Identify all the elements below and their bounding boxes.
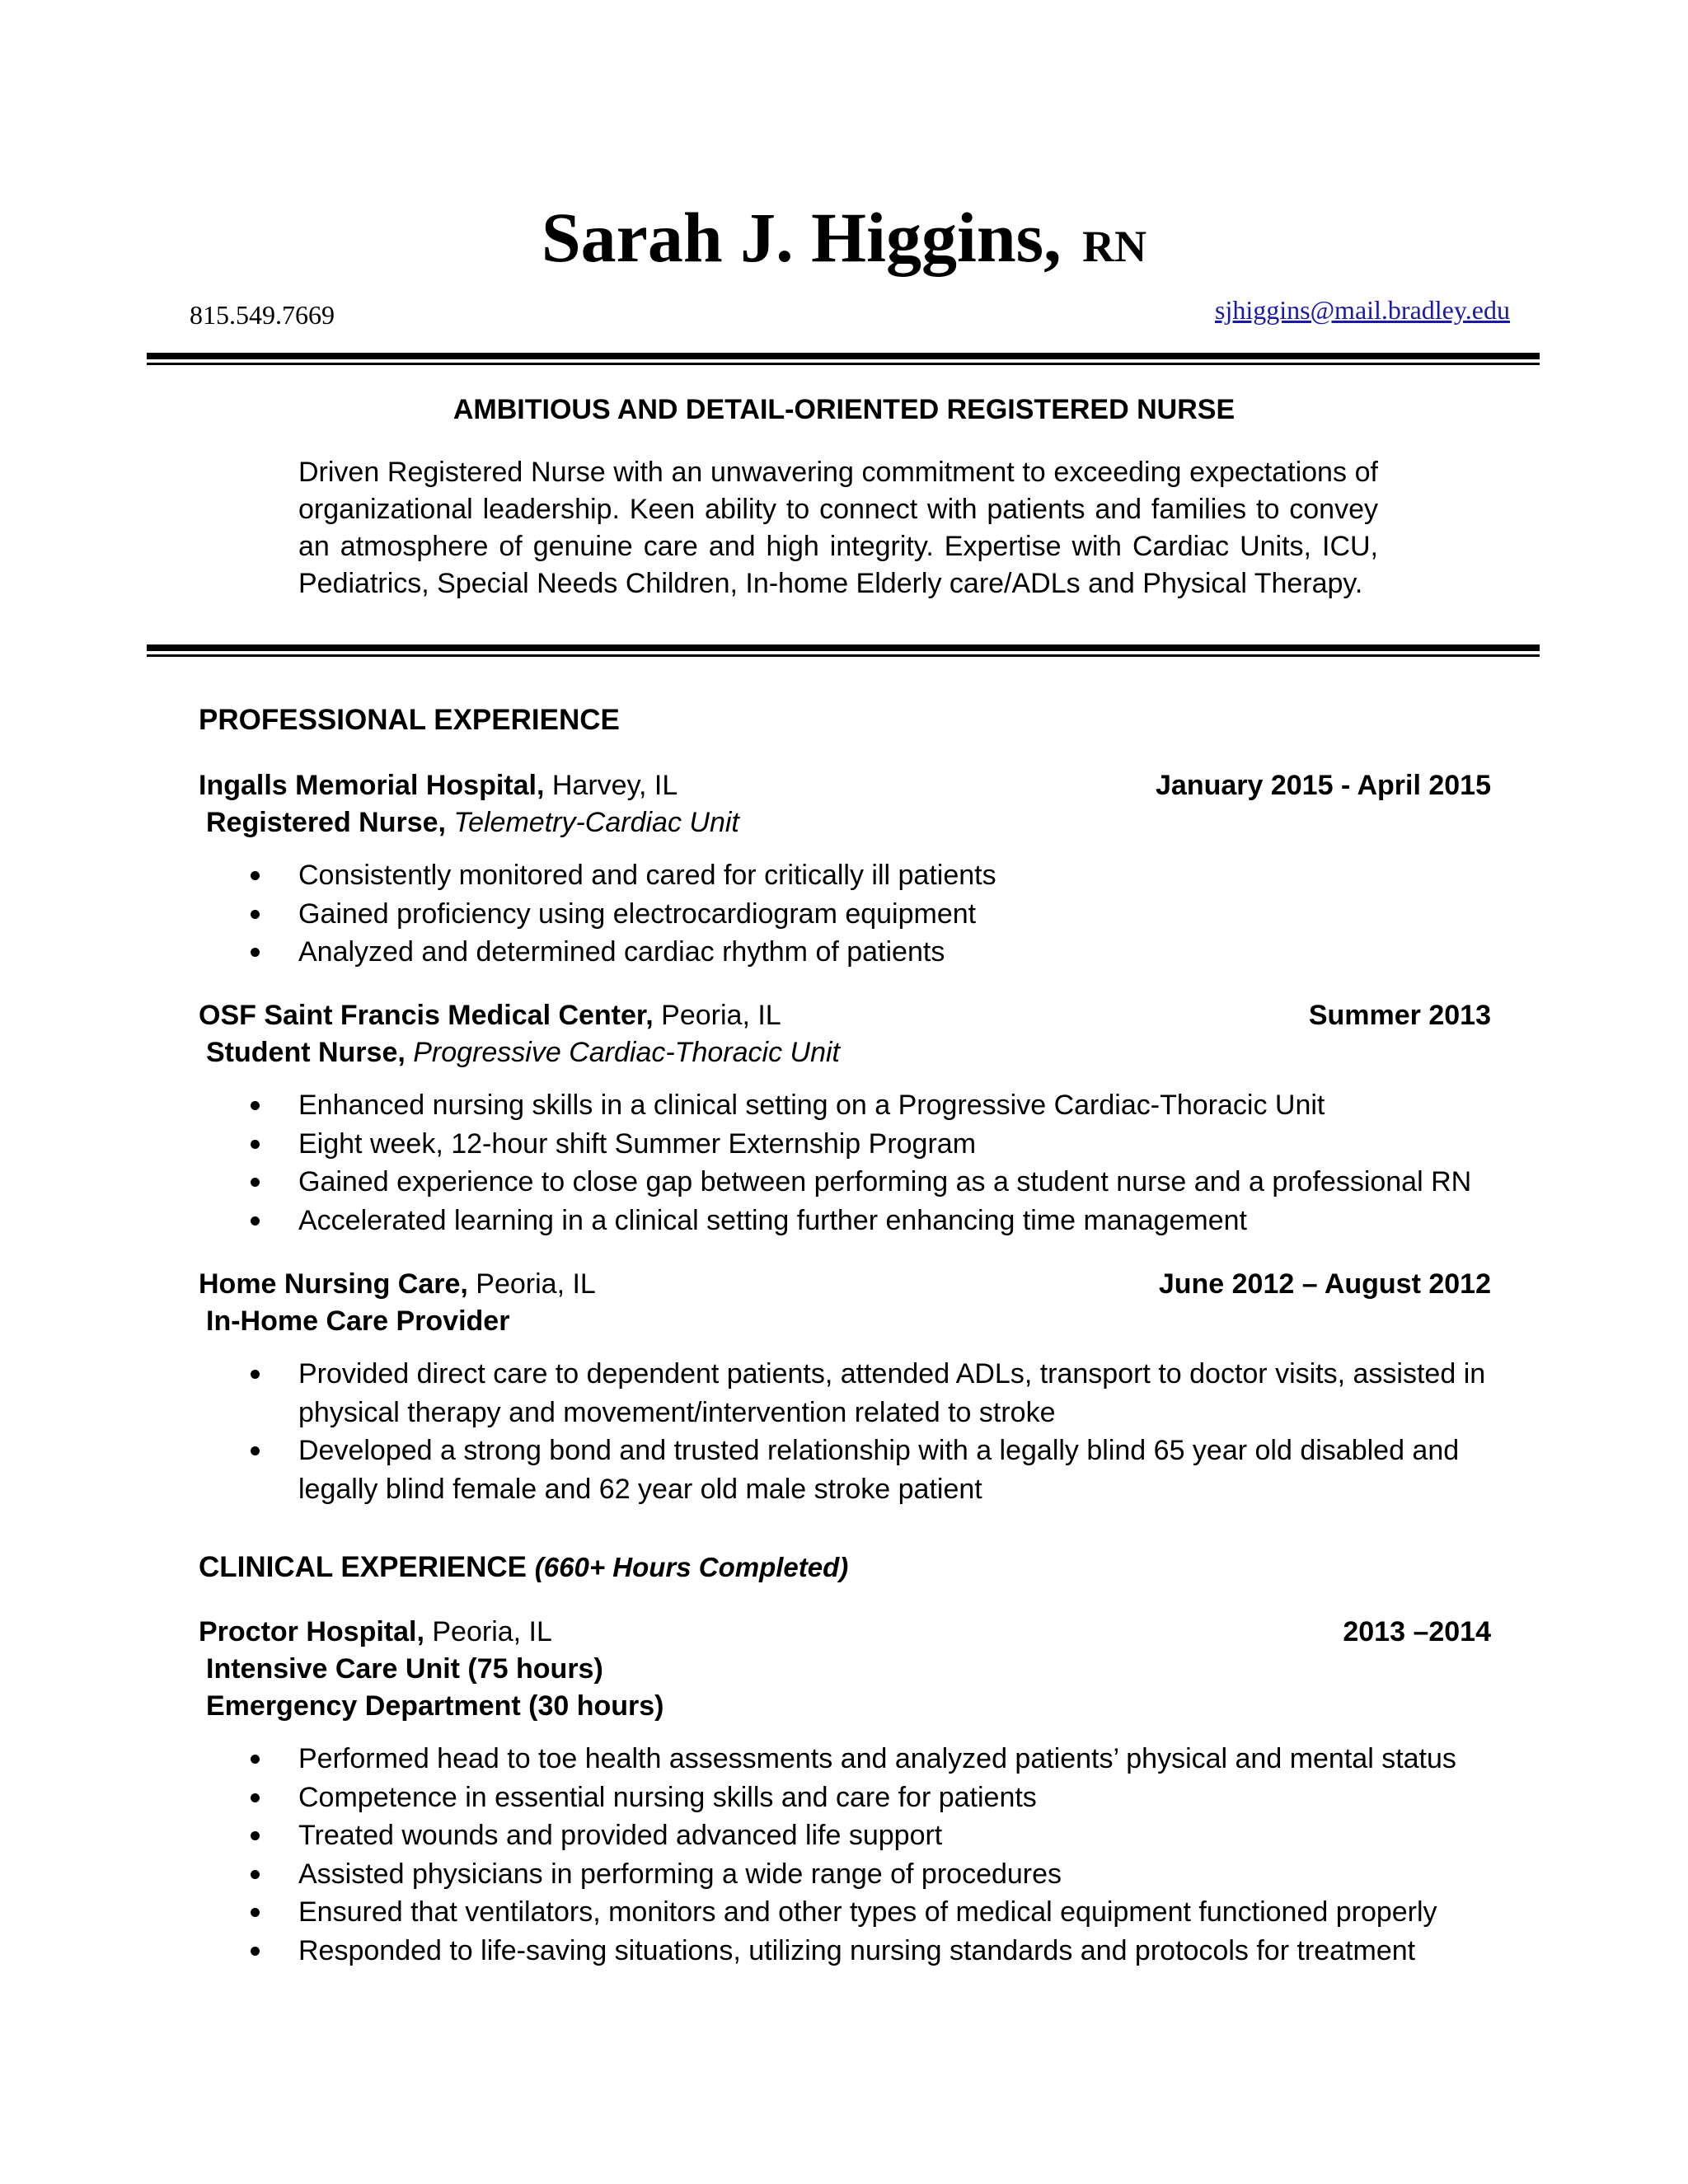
clinical-unit: Intensive Care Unit (75 hours) xyxy=(206,1653,603,1685)
email-link[interactable]: sjhiggins@mail.bradley.edu xyxy=(1215,295,1510,325)
list-item: Accelerated learning in a clinical setting further enhancing time management xyxy=(298,1202,1491,1240)
list-item: Provided direct care to dependent patients, attended ADLs, transport to doctor visits, assisted in physical therapy and movement/intervention related to stroke xyxy=(298,1355,1491,1432)
job-entry xyxy=(199,997,1491,1240)
employer: Home Nursing Care, Peoria, IL xyxy=(199,1268,596,1300)
list-item: Competence in essential nursing skills and care for patients xyxy=(298,1779,1491,1817)
job-bullets xyxy=(199,856,1491,972)
list-item: Gained proficiency using electrocardiogram equipment xyxy=(298,895,1491,934)
clinical-bullets xyxy=(199,1740,1491,1970)
job-dates: January 2015 - April 2015 xyxy=(1156,770,1491,801)
clinical-section-title: CLINICAL EXPERIENCE (660+ Hours Completed) xyxy=(199,1551,849,1583)
professional-section-title: PROFESSIONAL EXPERIENCE xyxy=(199,704,620,736)
employer: Ingalls Memorial Hospital, Harvey, IL xyxy=(199,770,678,801)
job-role: Student Nurse, Progressive Cardiac-Thoracic Unit xyxy=(206,1037,840,1068)
list-item: Assisted physicians in performing a wide range of procedures xyxy=(298,1855,1491,1894)
header-divider xyxy=(147,353,1540,365)
job-dates: Summer 2013 xyxy=(1308,1000,1491,1031)
list-item: Responded to life-saving situations, utilizing nursing standards and protocols for treatment xyxy=(298,1932,1491,1971)
list-item: Enhanced nursing skills in a clinical setting on a Progressive Cardiac-Thoracic Unit xyxy=(298,1086,1491,1125)
job-role: In-Home Care Provider xyxy=(206,1305,510,1337)
list-item: Performed head to toe health assessments and analyzed patients’ physical and mental status xyxy=(298,1740,1491,1779)
candidate-name xyxy=(0,196,1688,288)
clinical-entry xyxy=(199,1614,1491,1970)
list-item: Treated wounds and provided advanced life support xyxy=(298,1816,1491,1855)
job-role: Registered Nurse, Telemetry-Cardiac Unit xyxy=(206,807,739,838)
employer: OSF Saint Francis Medical Center, Peoria, IL xyxy=(199,1000,781,1031)
objective-title: AMBITIOUS AND DETAIL-ORIENTED REGISTERED NURSE xyxy=(452,394,1236,425)
list-item: Eight week, 12-hour shift Summer Externship Program xyxy=(298,1125,1491,1164)
job-entry xyxy=(199,767,1491,972)
hours-note: (660+ Hours Completed) xyxy=(534,1552,849,1582)
list-item: Gained experience to close gap between performing as a student nurse and a professional RN xyxy=(298,1163,1491,1202)
phone-number: 815.549.7669 xyxy=(190,300,335,330)
summary-divider xyxy=(147,644,1540,657)
job-dates: June 2012 – August 2012 xyxy=(1158,1268,1491,1300)
job-bullets xyxy=(199,1355,1491,1508)
clinical-unit: Emergency Department (30 hours) xyxy=(206,1690,664,1722)
job-entry xyxy=(199,1266,1491,1508)
summary-text: Driven Registered Nurse with an unwavering commitment to exceeding expectations of organizational leadership. Keen ability to connect with patients and families to convey an atmosphere of genuine care and high integrity. Expertise with Cardiac Units, ICU, Pediatrics, Special Needs Children, In-home Elderly care/ADLs and Physical Therapy. xyxy=(298,457,1378,599)
job-bullets xyxy=(199,1086,1491,1240)
clinical-dates: 2013 –2014 xyxy=(1343,1616,1491,1647)
list-item: Developed a strong bond and trusted relationship with a legally blind 65 year old disabled and legally blind female and 62 year old male stroke patient xyxy=(298,1432,1491,1508)
list-item: Consistently monitored and cared for critically ill patients xyxy=(298,856,1491,895)
credential: RN xyxy=(1082,222,1147,271)
name-text: Sarah J. Higgins, xyxy=(541,198,1062,277)
employer: Proctor Hospital, Peoria, IL xyxy=(199,1616,552,1647)
list-item: Analyzed and determined cardiac rhythm of patients xyxy=(298,933,1491,972)
list-item: Ensured that ventilators, monitors and other types of medical equipment functioned properly xyxy=(298,1893,1491,1932)
